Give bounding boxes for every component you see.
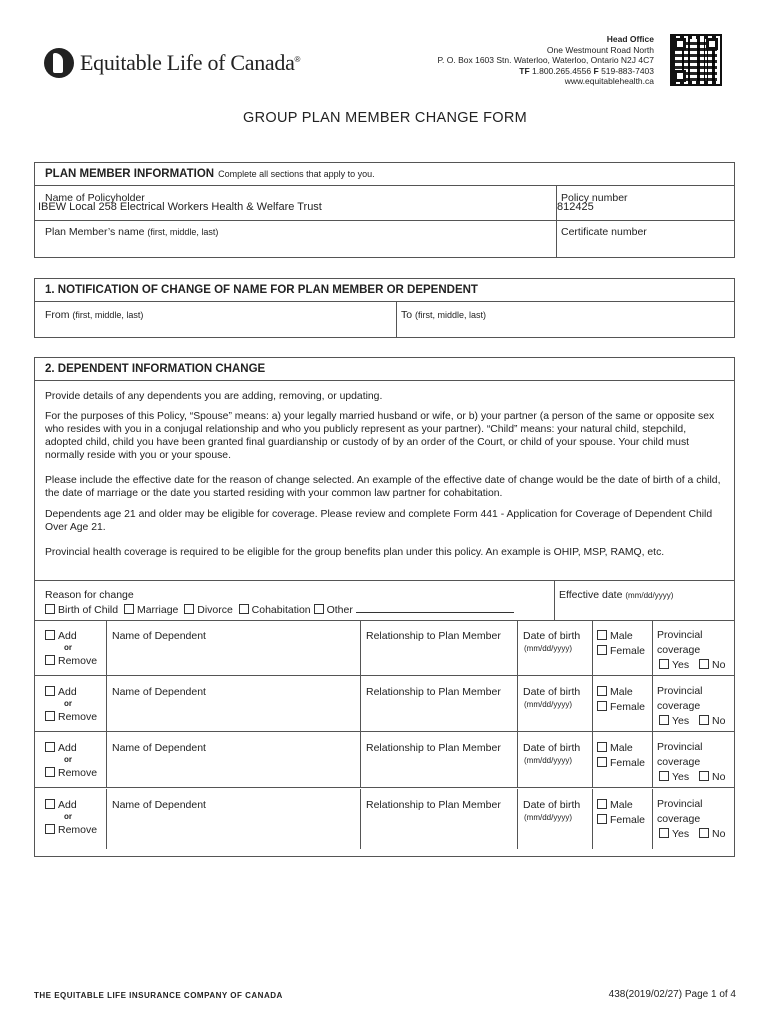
registered-mark: ®	[294, 54, 301, 64]
effective-date-field[interactable]: Effective date (mm/dd/yyyy)	[559, 589, 674, 601]
checkbox-icon	[45, 824, 55, 834]
checkbox-icon	[659, 715, 669, 725]
checkbox-icon	[45, 767, 55, 777]
checkbox-icon	[597, 630, 607, 640]
section-heading: 2. DEPENDENT INFORMATION CHANGE	[35, 358, 734, 381]
head-office-title: Head Office	[606, 34, 654, 44]
checkbox-icon	[45, 630, 55, 640]
policyholder-label: Name of Policyholder	[45, 192, 145, 204]
other-reason-line[interactable]	[356, 612, 514, 613]
name-change-section	[34, 278, 735, 338]
checkbox-icon	[45, 655, 55, 665]
add-option[interactable]: Add	[45, 799, 77, 811]
female-option[interactable]: Female	[597, 814, 645, 826]
head-office-address	[437, 34, 654, 87]
add-option[interactable]: Add	[45, 742, 77, 754]
checkbox-icon	[597, 686, 607, 696]
male-option[interactable]: Male	[597, 742, 633, 754]
checkbox-icon	[45, 799, 55, 809]
logo-text: Equitable Life of Canada	[80, 50, 295, 75]
dob-field[interactable]: Date of birth	[523, 630, 581, 642]
checkbox-icon	[597, 757, 607, 767]
reason-marriage[interactable]: Marriage	[124, 604, 178, 616]
dependent-row	[35, 789, 734, 849]
member-name-field[interactable]: Plan Member’s name (first, middle, last)	[45, 226, 219, 238]
or-label: or	[64, 755, 72, 764]
checkbox-icon	[45, 742, 55, 752]
to-name-field[interactable]: To (first, middle, last)	[401, 309, 487, 321]
dependent-name-field[interactable]: Name of Dependent	[112, 630, 206, 642]
relationship-field[interactable]: Relationship to Plan Member	[366, 630, 501, 642]
remove-option[interactable]: Remove	[45, 711, 97, 723]
policyholder-field[interactable]: IBEW Local 258 Electrical Workers Health & Welfare Trust	[38, 201, 322, 213]
dob-field[interactable]: Date of birth	[523, 799, 581, 811]
dependent-name-field[interactable]: Name of Dependent	[112, 742, 206, 754]
dob-hint: (mm/dd/yyyy)	[524, 644, 572, 653]
age-paragraph: Dependents age 21 and older may be eligible for coverage. Please review and complete Form 441 - Application for Coverage of Dependent Child Over Age 21.	[45, 509, 713, 533]
remove-option[interactable]: Remove	[45, 655, 97, 667]
coverage-label: coverage	[657, 644, 701, 656]
checkbox-icon	[659, 659, 669, 669]
plan-member-section	[34, 162, 735, 258]
dob-field[interactable]: Date of birth	[523, 686, 581, 698]
certificate-number-field[interactable]: Certificate number	[561, 226, 647, 238]
coverage-yes-option[interactable]: Yes	[659, 771, 689, 783]
checkbox-icon	[659, 828, 669, 838]
coverage-no-option[interactable]: No	[699, 715, 725, 727]
male-option[interactable]: Male	[597, 686, 633, 698]
provincial-label: Provincial	[657, 629, 703, 641]
coverage-label: coverage	[657, 813, 701, 825]
provincial-paragraph: Provincial health coverage is required to be eligible for the group benefits plan under this policy. An example is OHIP, MSP, RAMQ, etc.	[45, 547, 665, 558]
checkbox-icon	[699, 659, 709, 669]
checkbox-icon	[699, 771, 709, 781]
dob-hint: (mm/dd/yyyy)	[524, 813, 572, 822]
coverage-yes-option[interactable]: Yes	[659, 715, 689, 727]
from-name-field[interactable]: From (first, middle, last)	[45, 309, 144, 321]
address-line: P. O. Box 1603 Stn. Waterloo, Waterloo, Ontario N2J 4C7	[437, 55, 654, 66]
coverage-no-option[interactable]: No	[699, 828, 725, 840]
checkbox-icon	[597, 701, 607, 711]
or-label: or	[64, 812, 72, 821]
checkbox-icon	[699, 828, 709, 838]
definitions-paragraph: For the purposes of this Policy, “Spouse” means: a) your legally married husband or wife, or b) your partner (a person of the same or opposite sex who resides with you in a conjugal relationship and who you publicly represent as your partner). “Child” means: your natural child, stepchild, adopted child, child you have been granted final guardianship or custody of by an order of the Court, or child of your spouse. Your child must normally reside with you or your spouse.	[45, 411, 715, 461]
intro-paragraph: Provide details of any dependents you are adding, removing, or updating.	[45, 391, 383, 402]
checkbox-icon	[597, 742, 607, 752]
reason-cohabitation[interactable]: Cohabitation	[239, 604, 311, 616]
policy-number-label: Policy number	[561, 192, 628, 204]
policy-number-field[interactable]: 812425	[557, 201, 594, 213]
reason-birth[interactable]: Birth of Child	[45, 604, 118, 616]
female-option[interactable]: Female	[597, 701, 645, 713]
coverage-label: coverage	[657, 700, 701, 712]
or-label: or	[64, 643, 72, 652]
checkbox-icon	[124, 604, 134, 614]
add-option[interactable]: Add	[45, 686, 77, 698]
reason-label: Reason for change	[45, 589, 134, 601]
website: www.equitablehealth.ca	[564, 76, 654, 87]
dependent-row	[35, 732, 734, 788]
reason-other[interactable]: Other	[314, 604, 353, 616]
section-heading: PLAN MEMBER INFORMATION Complete all sections that apply to you.	[35, 163, 734, 186]
dob-hint: (mm/dd/yyyy)	[524, 756, 572, 765]
checkbox-icon	[239, 604, 249, 614]
female-option[interactable]: Female	[597, 645, 645, 657]
female-option[interactable]: Female	[597, 757, 645, 769]
dependent-row	[35, 676, 734, 732]
provincial-label: Provincial	[657, 741, 703, 753]
checkbox-icon	[45, 604, 55, 614]
or-label: or	[64, 699, 72, 708]
coverage-no-option[interactable]: No	[699, 771, 725, 783]
coverage-label: coverage	[657, 756, 701, 768]
male-option[interactable]: Male	[597, 630, 633, 642]
reason-options	[45, 604, 514, 616]
footer-page-info: 438(2019/02/27) Page 1 of 4	[608, 989, 736, 1000]
dob-field[interactable]: Date of birth	[523, 742, 581, 754]
footer-company: THE EQUITABLE LIFE INSURANCE COMPANY OF CANADA	[34, 991, 283, 1000]
checkbox-icon	[699, 715, 709, 725]
qr-code	[670, 34, 722, 86]
company-logo	[44, 48, 300, 78]
address-line: One Westmount Road North	[546, 44, 654, 55]
effective-date-paragraph: Please include the effective date for the reason of change selected. An example of the effective date of change would be the date of birth of a child, the date of marriage or the date you started residing with your common law partner for cohabitation.	[45, 475, 721, 499]
checkbox-icon	[314, 604, 324, 614]
dependent-row	[35, 620, 734, 676]
form-title: GROUP PLAN MEMBER CHANGE FORM	[243, 110, 527, 126]
add-option[interactable]: Add	[45, 630, 77, 642]
reason-divorce[interactable]: Divorce	[184, 604, 233, 616]
checkbox-icon	[597, 645, 607, 655]
logo-mark-icon	[44, 48, 74, 78]
relationship-field[interactable]: Relationship to Plan Member	[366, 799, 501, 811]
section-heading: 1. NOTIFICATION OF CHANGE OF NAME FOR PLAN MEMBER OR DEPENDENT	[35, 279, 734, 302]
checkbox-icon	[659, 771, 669, 781]
provincial-label: Provincial	[657, 685, 703, 697]
relationship-field[interactable]: Relationship to Plan Member	[366, 742, 501, 754]
coverage-yes-option[interactable]: Yes	[659, 828, 689, 840]
checkbox-icon	[597, 814, 607, 824]
relationship-field[interactable]: Relationship to Plan Member	[366, 686, 501, 698]
dob-hint: (mm/dd/yyyy)	[524, 700, 572, 709]
dependent-section	[34, 357, 735, 857]
checkbox-icon	[184, 604, 194, 614]
phone-line: TF 1.800.265.4556 F 519-883-7403	[519, 65, 654, 76]
dependent-name-field[interactable]: Name of Dependent	[112, 686, 206, 698]
coverage-no-option[interactable]: No	[699, 659, 725, 671]
coverage-yes-option[interactable]: Yes	[659, 659, 689, 671]
male-option[interactable]: Male	[597, 799, 633, 811]
checkbox-icon	[45, 686, 55, 696]
checkbox-icon	[45, 711, 55, 721]
provincial-label: Provincial	[657, 798, 703, 810]
remove-option[interactable]: Remove	[45, 767, 97, 779]
remove-option[interactable]: Remove	[45, 824, 97, 836]
checkbox-icon	[597, 799, 607, 809]
dependent-name-field[interactable]: Name of Dependent	[112, 799, 206, 811]
